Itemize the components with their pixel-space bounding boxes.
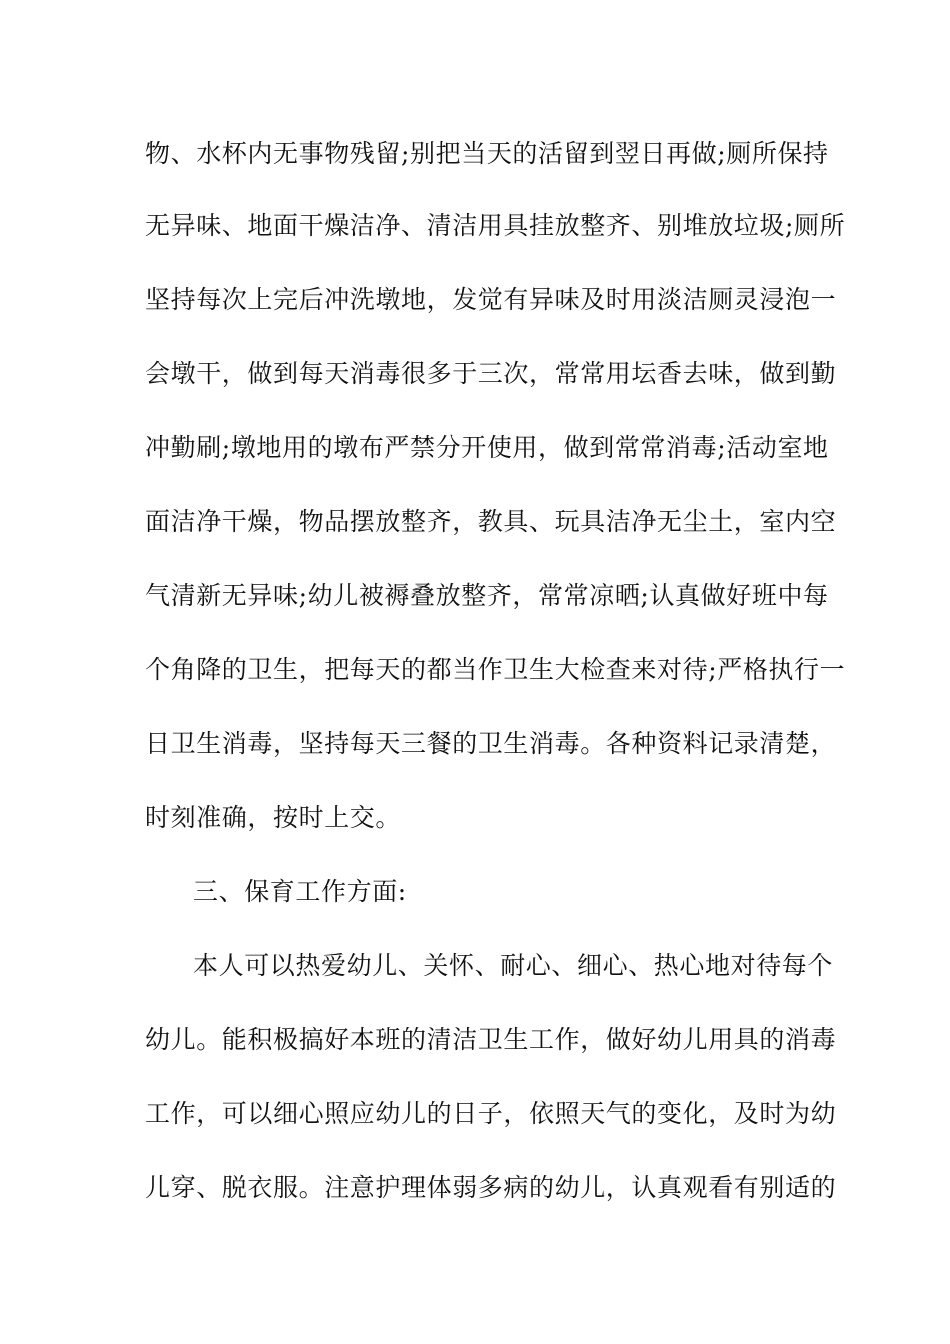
paragraph-line: 个角降的卫生，把每天的都当作卫生大检查来对待;严格执行一 bbox=[145, 655, 846, 684]
paragraph-line: 时刻准确，按时上交。 bbox=[145, 803, 402, 832]
paragraph-line: 工作，可以细心照应幼儿的日子，依照天气的变化，及时为幼 bbox=[145, 1099, 837, 1128]
paragraph-line: 无异味、地面干燥洁净、清洁用具挂放整齐、别堆放垃圾;厕所 bbox=[145, 211, 846, 240]
paragraph-line: 坚持每次上完后冲洗墩地，发觉有异味及时用淡洁厕灵浸泡一 bbox=[145, 285, 837, 314]
paragraph-line: 幼儿。能积极搞好本班的清洁卫生工作，做好幼儿用具的消毒 bbox=[145, 1025, 837, 1054]
paragraph-line: 儿穿、脱衣服。注意护理体弱多病的幼儿，认真观看有别适的 bbox=[145, 1173, 837, 1202]
paragraph-line: 气清新无异味;幼儿被褥叠放整齐，常常凉晒;认真做好班中每 bbox=[145, 581, 829, 610]
section-heading: 三、保育工作方面: bbox=[193, 877, 407, 906]
paragraph-line: 本人可以热爱幼儿、关怀、耐心、细心、热心地对待每个 bbox=[193, 951, 834, 980]
paragraph-line: 日卫生消毒，坚持每天三餐的卫生消毒。各种资料记录清楚， bbox=[145, 729, 837, 758]
paragraph-line: 物、水杯内无事物残留;别把当天的活留到翌日再做;厕所保持 bbox=[145, 139, 829, 168]
paragraph-line: 面洁净干燥，物品摆放整齐，教具、玩具洁净无尘土，室内空 bbox=[145, 507, 837, 536]
paragraph-line: 会墩干，做到每天消毒很多于三次，常常用坛香去味，做到勤 bbox=[145, 359, 837, 388]
paragraph-line: 冲勤刷;墩地用的墩布严禁分开使用，做到常常消毒;活动室地 bbox=[145, 433, 829, 462]
